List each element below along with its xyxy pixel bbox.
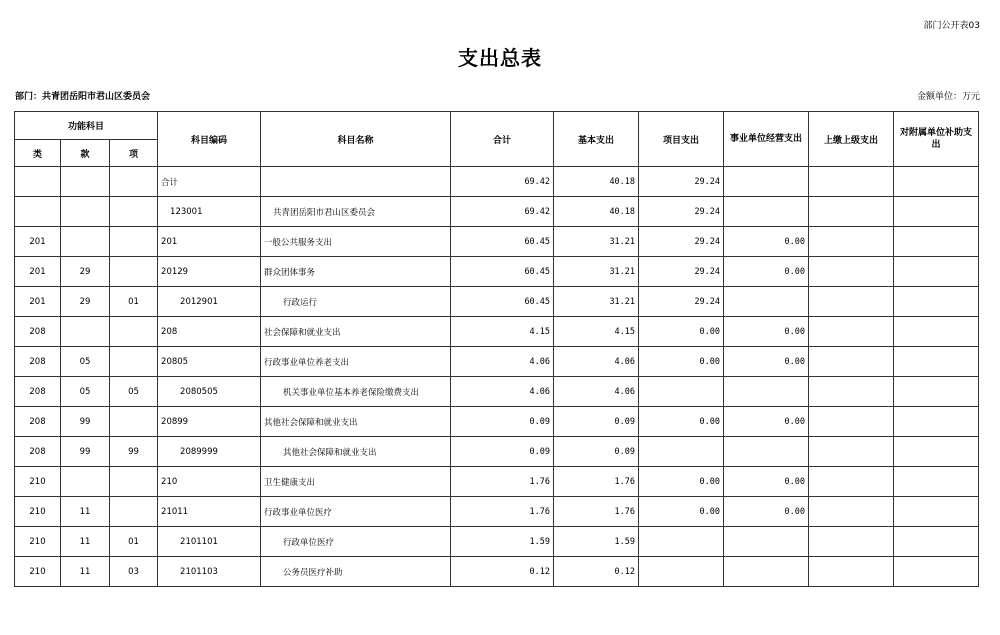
cell-lei: 210	[15, 557, 61, 587]
cell-subject-code: 2089999	[158, 437, 261, 467]
header-basic-expenditure: 基本支出	[554, 112, 639, 167]
cell-subject-code: 2101101	[158, 527, 261, 557]
cell-lei: 208	[15, 347, 61, 377]
cell-basic: 4.15	[554, 317, 639, 347]
cell-kuan: 11	[61, 527, 110, 557]
form-number: 部门公开表03	[923, 21, 980, 31]
table-row	[15, 407, 979, 437]
cell-total: 60.45	[451, 227, 554, 257]
cell-subject-name: 行政事业单位医疗	[261, 497, 451, 527]
header-kuan: 款	[61, 140, 110, 167]
cell-subsidy	[894, 377, 979, 407]
cell-basic: 1.76	[554, 467, 639, 497]
cell-basic: 31.21	[554, 227, 639, 257]
header-upper-payment: 上缴上级支出	[809, 112, 894, 167]
cell-business: 0.00	[724, 227, 809, 257]
cell-lei: 208	[15, 437, 61, 467]
table-body	[15, 167, 979, 587]
cell-project	[639, 527, 724, 557]
cell-basic: 1.76	[554, 497, 639, 527]
cell-subsidy	[894, 347, 979, 377]
cell-xiang	[110, 317, 158, 347]
header-subject-name: 科目名称	[261, 112, 451, 167]
cell-subject-name: 行政事业单位养老支出	[261, 347, 451, 377]
cell-xiang	[110, 467, 158, 497]
cell-kuan: 99	[61, 437, 110, 467]
cell-kuan	[61, 227, 110, 257]
header-subsidiary-subsidy: 对附属单位补助支出	[894, 112, 979, 167]
cell-kuan: 11	[61, 557, 110, 587]
cell-total: 4.15	[451, 317, 554, 347]
cell-subject-name	[261, 167, 451, 197]
cell-upper	[809, 317, 894, 347]
cell-upper	[809, 407, 894, 437]
cell-total: 69.42	[451, 197, 554, 227]
cell-business	[724, 437, 809, 467]
cell-project: 29.24	[639, 257, 724, 287]
cell-subject-name: 卫生健康支出	[261, 467, 451, 497]
cell-total: 1.76	[451, 467, 554, 497]
cell-xiang	[110, 497, 158, 527]
cell-business: 0.00	[724, 497, 809, 527]
cell-business: 0.00	[724, 257, 809, 287]
cell-subject-name: 机关事业单位基本养老保险缴费支出	[261, 377, 451, 407]
cell-basic: 31.21	[554, 287, 639, 317]
cell-subject-name: 行政单位医疗	[261, 527, 451, 557]
cell-subsidy	[894, 197, 979, 227]
cell-total: 69.42	[451, 167, 554, 197]
cell-project: 29.24	[639, 167, 724, 197]
cell-subject-code: 123001	[158, 197, 261, 227]
cell-project	[639, 377, 724, 407]
cell-basic: 4.06	[554, 347, 639, 377]
cell-business	[724, 377, 809, 407]
cell-upper	[809, 167, 894, 197]
department-label: 部门：共青团岳阳市君山区委员会	[15, 92, 151, 102]
cell-xiang: 01	[110, 287, 158, 317]
cell-subject-code: 210	[158, 467, 261, 497]
cell-lei	[15, 197, 61, 227]
cell-subsidy	[894, 227, 979, 257]
header-business-operation: 事业单位经营支出	[724, 112, 809, 167]
cell-business: 0.00	[724, 407, 809, 437]
cell-project	[639, 557, 724, 587]
cell-upper	[809, 527, 894, 557]
cell-lei: 201	[15, 287, 61, 317]
cell-xiang: 03	[110, 557, 158, 587]
header-project-expenditure: 项目支出	[639, 112, 724, 167]
cell-upper	[809, 377, 894, 407]
cell-lei: 208	[15, 377, 61, 407]
cell-subject-name: 一般公共服务支出	[261, 227, 451, 257]
cell-subsidy	[894, 287, 979, 317]
cell-subject-code: 21011	[158, 497, 261, 527]
cell-subsidy	[894, 437, 979, 467]
cell-total: 0.09	[451, 407, 554, 437]
cell-project	[639, 437, 724, 467]
cell-kuan: 05	[61, 377, 110, 407]
cell-lei: 201	[15, 257, 61, 287]
cell-total: 4.06	[451, 347, 554, 377]
cell-business: 0.00	[724, 467, 809, 497]
cell-business	[724, 557, 809, 587]
cell-subsidy	[894, 527, 979, 557]
amount-unit-label: 金额单位：万元	[916, 92, 980, 102]
cell-business	[724, 167, 809, 197]
cell-total: 1.59	[451, 527, 554, 557]
cell-upper	[809, 227, 894, 257]
expenditure-table	[14, 111, 979, 587]
header-subject-code: 科目编码	[158, 112, 261, 167]
cell-xiang	[110, 257, 158, 287]
cell-project: 29.24	[639, 197, 724, 227]
cell-upper	[809, 437, 894, 467]
cell-subject-name: 其他社会保障和就业支出	[261, 437, 451, 467]
table-row	[15, 347, 979, 377]
cell-subsidy	[894, 257, 979, 287]
cell-kuan: 29	[61, 257, 110, 287]
table-row	[15, 197, 979, 227]
cell-lei: 208	[15, 407, 61, 437]
cell-subsidy	[894, 497, 979, 527]
cell-xiang	[110, 347, 158, 377]
cell-xiang	[110, 227, 158, 257]
cell-upper	[809, 257, 894, 287]
cell-kuan	[61, 317, 110, 347]
cell-subsidy	[894, 467, 979, 497]
cell-subsidy	[894, 167, 979, 197]
cell-xiang	[110, 167, 158, 197]
cell-project: 0.00	[639, 317, 724, 347]
cell-project: 29.24	[639, 287, 724, 317]
cell-subject-name: 群众团体事务	[261, 257, 451, 287]
cell-kuan	[61, 467, 110, 497]
cell-business	[724, 527, 809, 557]
cell-project: 0.00	[639, 467, 724, 497]
cell-basic: 40.18	[554, 167, 639, 197]
cell-lei: 201	[15, 227, 61, 257]
table-row	[15, 527, 979, 557]
cell-business: 0.00	[724, 317, 809, 347]
cell-upper	[809, 287, 894, 317]
table-row	[15, 167, 979, 197]
cell-subsidy	[894, 557, 979, 587]
cell-lei: 210	[15, 497, 61, 527]
table-row	[15, 377, 979, 407]
cell-total: 4.06	[451, 377, 554, 407]
cell-business	[724, 197, 809, 227]
page-title: 支出总表	[458, 46, 542, 70]
table-header	[15, 112, 979, 167]
cell-total: 0.09	[451, 437, 554, 467]
cell-xiang: 05	[110, 377, 158, 407]
header-xiang: 项	[110, 140, 158, 167]
table-row	[15, 497, 979, 527]
cell-upper	[809, 347, 894, 377]
header-total: 合计	[451, 112, 554, 167]
cell-subject-code: 合计	[158, 167, 261, 197]
cell-subject-name: 公务员医疗补助	[261, 557, 451, 587]
cell-subject-name: 行政运行	[261, 287, 451, 317]
cell-subject-code: 20899	[158, 407, 261, 437]
cell-subject-code: 2080505	[158, 377, 261, 407]
header-function-subject: 功能科目	[15, 112, 158, 140]
cell-upper	[809, 467, 894, 497]
table-row	[15, 287, 979, 317]
cell-total: 1.76	[451, 497, 554, 527]
cell-lei: 208	[15, 317, 61, 347]
cell-subject-name: 社会保障和就业支出	[261, 317, 451, 347]
cell-subject-name: 共青团岳阳市君山区委员会	[261, 197, 451, 227]
cell-basic: 4.06	[554, 377, 639, 407]
cell-upper	[809, 497, 894, 527]
cell-subsidy	[894, 317, 979, 347]
table-row	[15, 257, 979, 287]
cell-xiang: 01	[110, 527, 158, 557]
cell-basic: 0.09	[554, 407, 639, 437]
table-row	[15, 437, 979, 467]
table-row	[15, 467, 979, 497]
cell-project: 29.24	[639, 227, 724, 257]
cell-subject-code: 20129	[158, 257, 261, 287]
cell-subject-code: 20805	[158, 347, 261, 377]
cell-kuan: 29	[61, 287, 110, 317]
cell-xiang	[110, 197, 158, 227]
cell-kuan: 05	[61, 347, 110, 377]
table-row	[15, 227, 979, 257]
cell-lei: 210	[15, 527, 61, 557]
cell-subsidy	[894, 407, 979, 437]
cell-xiang: 99	[110, 437, 158, 467]
cell-subject-code: 208	[158, 317, 261, 347]
cell-total: 60.45	[451, 287, 554, 317]
cell-upper	[809, 197, 894, 227]
cell-kuan	[61, 167, 110, 197]
cell-lei	[15, 167, 61, 197]
cell-basic: 31.21	[554, 257, 639, 287]
table-row	[15, 557, 979, 587]
cell-total: 60.45	[451, 257, 554, 287]
cell-subject-code: 2012901	[158, 287, 261, 317]
cell-subject-name: 其他社会保障和就业支出	[261, 407, 451, 437]
cell-business	[724, 287, 809, 317]
header-lei: 类	[15, 140, 61, 167]
cell-basic: 40.18	[554, 197, 639, 227]
cell-business: 0.00	[724, 347, 809, 377]
cell-basic: 0.09	[554, 437, 639, 467]
cell-kuan	[61, 197, 110, 227]
cell-upper	[809, 557, 894, 587]
cell-lei: 210	[15, 467, 61, 497]
cell-project: 0.00	[639, 497, 724, 527]
cell-basic: 0.12	[554, 557, 639, 587]
cell-subject-code: 2101103	[158, 557, 261, 587]
cell-xiang	[110, 407, 158, 437]
cell-basic: 1.59	[554, 527, 639, 557]
cell-total: 0.12	[451, 557, 554, 587]
cell-subject-code: 201	[158, 227, 261, 257]
cell-project: 0.00	[639, 407, 724, 437]
table-row	[15, 317, 979, 347]
cell-kuan: 11	[61, 497, 110, 527]
cell-kuan: 99	[61, 407, 110, 437]
cell-project: 0.00	[639, 347, 724, 377]
